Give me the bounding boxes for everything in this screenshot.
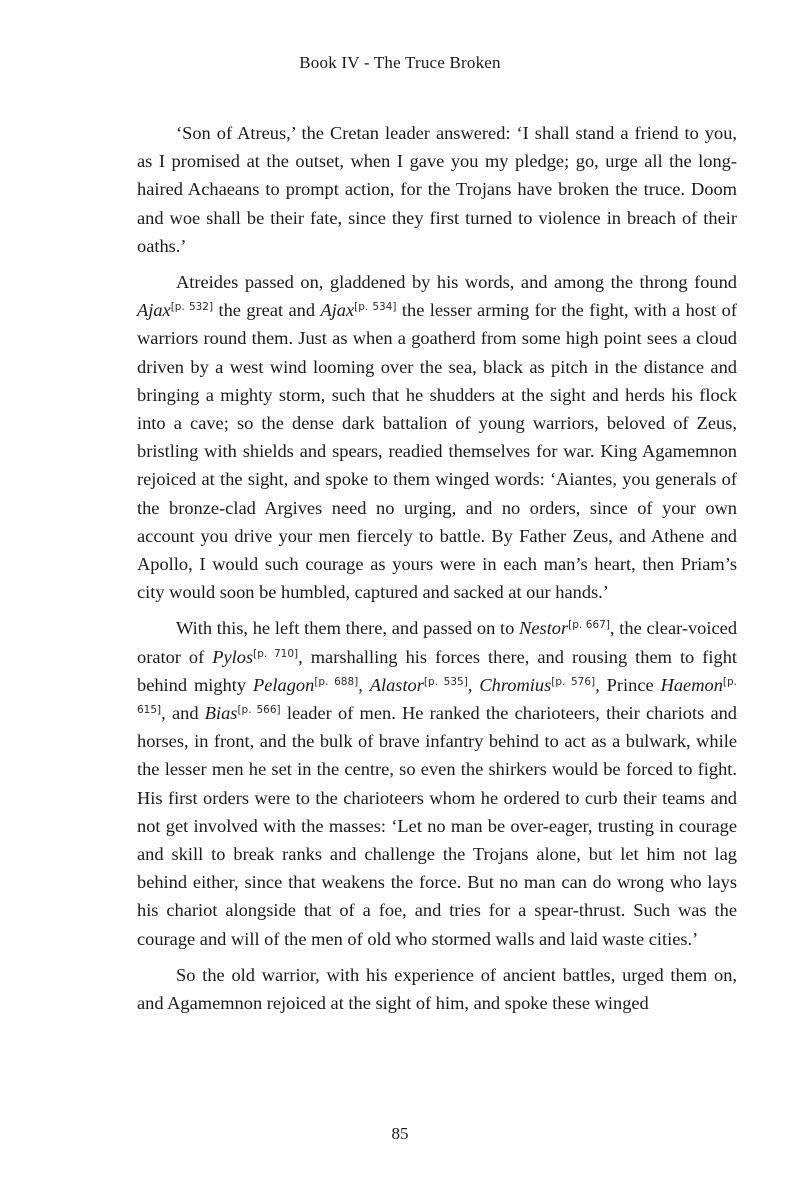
text-run: ,	[358, 674, 370, 695]
page-number: 85	[391, 1124, 409, 1143]
page-reference-link[interactable]: [p. 710]	[253, 647, 299, 660]
paragraph-2	[137, 268, 737, 606]
text-run: Atreides passed on, gladdened by his words, and among the throng found	[176, 272, 737, 293]
name-haemon: Haemon	[660, 674, 723, 695]
page-reference-link[interactable]: [p. 566]	[237, 704, 281, 717]
text-run: ,	[467, 674, 480, 695]
paragraph-4: So the old warrior, with his experience of ancient battles, urged them on, and Agamemnon rejoiced at the sight of him, and spoke these winged	[137, 964, 737, 1014]
text-run: With this, he left them there, and passed on to	[176, 618, 520, 639]
text-run: the great and	[213, 300, 321, 321]
page-reference-link[interactable]: [p. 615]	[137, 675, 737, 717]
page-reference-link[interactable]: [p. 688]	[314, 675, 359, 688]
body-text	[137, 119, 737, 1025]
page-reference-link[interactable]: [p. 535]	[423, 675, 468, 688]
text-run: the lesser arming for the fight, with a host of warriors round them. Just as when a goatherd from some high point sees a cloud driven by a west wind looming over the sea, black as pitch in the distance and bringing a mighty storm, such that he shudders at the sight and herds his flock into a cave; so the dense dark battalion of young warriors, beloved of Zeus, bristling with shields and spears, readied themselves for war. King Agamemnon rejoiced at the sight, and spoke to them winged words: ‘Aiantes, you generals of the bronze-clad Argives need no urging, and no orders, since of your own account you drive your men fiercely to battle. By Father Zeus, and Athene and Apollo, I would such courage as yours were in each man’s heart, then Priam’s city would soon be humbled, captured and sacked at our hands.’	[137, 300, 737, 603]
name-pelagon: Pelagon	[253, 674, 315, 695]
name-bias: Bias	[204, 703, 238, 724]
paragraph-1: ‘Son of Atreus,’ the Cretan leader answered: ‘I shall stand a friend to you, as I promised at the outset, when I gave you my pledge; go, urge all the long-haired Achaeans to prompt action, for the Trojans have broken the truce. Doom and woe shall be their fate, since they first turned to violence in breach of their oaths.’	[137, 123, 737, 256]
page-reference-link[interactable]: [p. 532]	[170, 301, 214, 314]
name-nestor: Nestor	[519, 618, 569, 639]
page-reference-link[interactable]: [p. 576]	[551, 675, 596, 688]
running-header: Book IV - The Truce Broken	[299, 53, 501, 72]
name-ajax-great: Ajax	[137, 300, 171, 321]
name-alastor: Alastor	[369, 674, 424, 695]
paragraph-3	[137, 614, 737, 952]
page-reference-link[interactable]: [p. 534]	[354, 301, 397, 314]
text-run: , marshalling his forces there, and rousing them to fight behind mighty	[137, 646, 738, 695]
page-reference-link[interactable]: [p. 667]	[568, 619, 610, 632]
name-chromius: Chromius	[479, 674, 552, 695]
text-run: , and	[161, 703, 205, 724]
text-run: , the clear-voiced orator of	[137, 618, 738, 667]
text-run: , Prince	[595, 674, 661, 695]
text-run: leader of men. He ranked the charioteers, their chariots and horses, in front, and the bulk of brave infantry behind to act as a bulwark, while the lesser men he set in the centre, so even the shirkers would be forced to fight. His first orders were to the charioteers whom he ordered to curb their teams and not get involved with the masses: ‘Let no man be over-eager, trusting in courage and skill to break ranks and challenge the Trojans alone, but let him not lag behind either, since that weakens the force. But no man can do wrong who lays his chariot alongside that of a foe, and tries for a spear-thrust. Such was the courage and will of the men of old who stormed walls and laid waste cities.’	[137, 703, 737, 949]
name-ajax-lesser: Ajax	[320, 300, 355, 321]
name-pylos: Pylos	[212, 646, 254, 667]
